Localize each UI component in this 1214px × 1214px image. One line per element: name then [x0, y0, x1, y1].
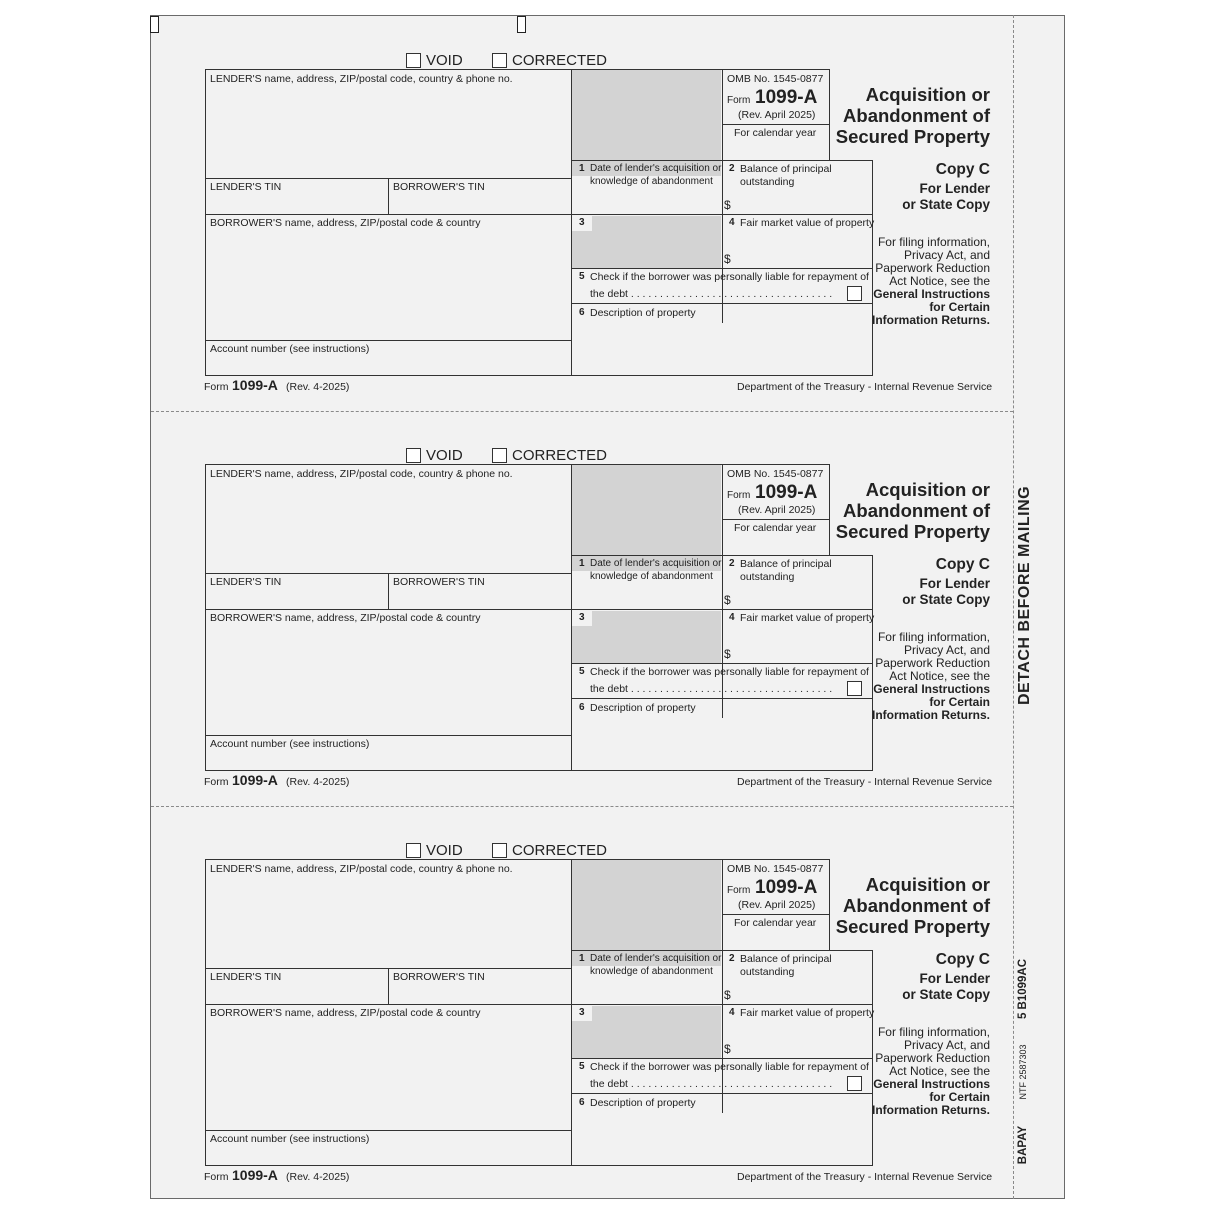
box1-top-rule [571, 950, 873, 951]
instructions-line-4: Act Notice, see the [889, 274, 990, 288]
footer-form-word: Form [204, 381, 229, 393]
box4-field[interactable] [734, 1021, 871, 1057]
form-title-line-2: Abandonment of [843, 105, 990, 126]
instructions-line-4: Act Notice, see the [889, 669, 990, 683]
form-code: 5 B1099AC [1017, 958, 1029, 1020]
void-label: VOID [426, 52, 463, 69]
box3-top-rule [571, 609, 873, 610]
box2-label: Balance of principal outstanding [740, 558, 832, 583]
calendar-year-field[interactable] [723, 535, 828, 555]
footer-form-number: 1099-A [232, 1167, 278, 1183]
footer-revision: (Rev. 4-2025) [286, 776, 350, 788]
shaded-box-3 [572, 216, 721, 269]
omb-left-rule [722, 69, 723, 323]
box5-top-rule [571, 1058, 873, 1059]
footer-revision: (Rev. 4-2025) [286, 381, 350, 393]
bottom-rule [205, 770, 873, 771]
calendar-year-label: For calendar year [734, 127, 817, 139]
lender-name-field[interactable] [206, 877, 570, 967]
box4-label: Fair market value of property [740, 217, 875, 229]
omb-left-rule [722, 859, 723, 1113]
box6-label: Description of property [590, 1097, 696, 1109]
lender-name-field[interactable] [206, 87, 570, 177]
box6-top-rule [571, 303, 873, 304]
box2-field[interactable] [734, 981, 871, 1003]
form-title-line-3: Secured Property [835, 521, 990, 542]
bapay-code: BAPAY [1017, 1125, 1029, 1165]
instructions-line-2: Privacy Act, and [903, 248, 990, 262]
box2-field[interactable] [734, 191, 871, 213]
form-number: 1099-A [755, 482, 818, 503]
form-word: Form [727, 490, 751, 501]
corrected-label: CORRECTED [512, 842, 608, 859]
rev-underline [722, 914, 829, 915]
void-label: VOID [426, 842, 463, 859]
box6-field[interactable] [572, 1110, 871, 1164]
lender-tin-label: LENDER'S TIN [210, 971, 282, 983]
box6-top-rule [571, 1093, 873, 1094]
void-label: VOID [426, 447, 463, 464]
lender-name-field[interactable] [206, 482, 570, 572]
box2-dollar-sign: $ [724, 198, 731, 212]
account-number-field[interactable] [206, 356, 570, 374]
instructions-line-6: for Certain [929, 1090, 990, 1104]
instructions-line-5: General Instructions [873, 682, 990, 696]
copy-recipient-line-2: or State Copy [902, 592, 990, 607]
instructions-line-4: Act Notice, see the [889, 1064, 990, 1078]
corrected-checkbox[interactable] [492, 843, 507, 858]
borrower-name-field[interactable] [206, 626, 570, 734]
form-word: Form [727, 95, 751, 106]
corrected-checkbox[interactable] [492, 53, 507, 68]
omb-right-rule [829, 464, 830, 556]
omb-right-rule [829, 69, 830, 161]
instructions-line-3: Paperwork Reduction [875, 1051, 990, 1065]
form-copy-2 [0, 410, 1214, 805]
borrower-tin-label: BORROWER'S TIN [393, 576, 485, 588]
omb-number: OMB No. 1545-0877 [727, 468, 824, 480]
void-checkbox[interactable] [406, 448, 421, 463]
box4-field[interactable] [734, 626, 871, 662]
box4-number: 4 [729, 612, 735, 623]
box5-top-rule [571, 268, 873, 269]
instructions-line-6: for Certain [929, 300, 990, 314]
instructions-line-5: General Instructions [873, 1077, 990, 1091]
box5-label-cont: the debt . . . . . . . . . . . . . . . . . . . . . . . . . . . . . . . . . . . [590, 683, 833, 695]
instructions-line-7: Information Returns. [871, 708, 990, 722]
void-checkbox[interactable] [406, 843, 421, 858]
borrower-name-field[interactable] [206, 1021, 570, 1129]
account-top-rule [205, 1130, 571, 1131]
instructions-line-1: For filing information, [877, 630, 990, 644]
box4-dollar-sign: $ [724, 252, 731, 266]
footer-form-number: 1099-A [232, 772, 278, 788]
box6-number: 6 [579, 702, 585, 713]
box1-label: Date of lender's acquisition or knowledge of abandonment [590, 163, 722, 187]
calendar-year-label: For calendar year [734, 917, 817, 929]
account-number-label: Account number (see instructions) [210, 343, 370, 355]
box6-label: Description of property [590, 702, 696, 714]
copy-recipient-line-2: or State Copy [902, 197, 990, 212]
form-title-line-3: Secured Property [835, 126, 990, 147]
box2-number: 2 [729, 163, 735, 174]
box3-top-rule [571, 1004, 873, 1005]
bottom-rule [205, 375, 873, 376]
account-top-rule [205, 735, 571, 736]
corrected-label: CORRECTED [512, 52, 608, 69]
form-title-line-2: Abandonment of [843, 895, 990, 916]
copy-recipient-line-1: For Lender [919, 576, 990, 591]
revision-date: (Rev. April 2025) [738, 899, 816, 911]
revision-date: (Rev. April 2025) [738, 504, 816, 516]
top-rule [205, 859, 830, 860]
box6-label: Description of property [590, 307, 696, 319]
lender-name-label: LENDER'S name, address, ZIP/postal code, country & phone no. [210, 73, 513, 85]
form-title-line-3: Secured Property [835, 916, 990, 937]
void-checkbox[interactable] [406, 53, 421, 68]
box2-number: 2 [729, 558, 735, 569]
borrower-name-label: BORROWER'S name, address, ZIP/postal code & country [210, 612, 481, 624]
box1-label: Date of lender's acquisition or knowledge of abandonment [590, 953, 722, 977]
lender-name-label: LENDER'S name, address, ZIP/postal code, country & phone no. [210, 863, 513, 875]
footer-revision: (Rev. 4-2025) [286, 1171, 350, 1183]
lender-tin-label: LENDER'S TIN [210, 181, 282, 193]
box6-number: 6 [579, 307, 585, 318]
box2-number: 2 [729, 953, 735, 964]
instructions-line-1: For filing information, [877, 1025, 990, 1039]
box2-dollar-sign: $ [724, 593, 731, 607]
omb-number: OMB No. 1545-0877 [727, 73, 824, 85]
form-title-line-1: Acquisition or [865, 874, 990, 895]
footer-form-number: 1099-A [232, 377, 278, 393]
lender-tin-field[interactable] [206, 588, 387, 608]
form-title-line-1: Acquisition or [865, 84, 990, 105]
box1-field[interactable] [572, 979, 721, 1003]
borrower-name-label: BORROWER'S name, address, ZIP/postal code & country [210, 217, 481, 229]
instructions-line-5: General Instructions [873, 287, 990, 301]
footer-department: Department of the Treasury - Internal Revenue Service [737, 776, 993, 788]
box2-field[interactable] [734, 586, 871, 608]
ntf-code: NTF 2587303 [1018, 1044, 1028, 1100]
instructions-line-3: Paperwork Reduction [875, 261, 990, 275]
box5-label: Check if the borrower was personally liable for repayment of [590, 271, 869, 283]
borrower-name-top-rule [205, 609, 571, 610]
box6-top-rule [571, 698, 873, 699]
box1-number: 1 [579, 163, 585, 174]
box5-label: Check if the borrower was personally liable for repayment of [590, 666, 869, 678]
borrower-tin-label: BORROWER'S TIN [393, 181, 485, 193]
instructions-line-7: Information Returns. [871, 1103, 990, 1117]
box2-dollar-sign: $ [724, 988, 731, 1002]
box5-number: 5 [579, 666, 585, 677]
form-number: 1099-A [755, 877, 818, 898]
footer-department: Department of the Treasury - Internal Revenue Service [737, 1171, 993, 1183]
box6-field[interactable] [572, 320, 871, 374]
shaded-box-3 [572, 1006, 721, 1059]
corrected-checkbox[interactable] [492, 448, 507, 463]
box1-field[interactable] [572, 189, 721, 213]
box5-label: Check if the borrower was personally liable for repayment of [590, 1061, 869, 1073]
box5-top-rule [571, 663, 873, 664]
box1-top-rule [571, 555, 873, 556]
form-number: 1099-A [755, 87, 818, 108]
box3-top-rule [571, 214, 873, 215]
footer-department: Department of the Treasury - Internal Revenue Service [737, 381, 993, 393]
box4-field[interactable] [734, 231, 871, 267]
borrower-name-top-rule [205, 1004, 571, 1005]
calendar-year-label: For calendar year [734, 522, 817, 534]
box4-number: 4 [729, 217, 735, 228]
calendar-year-field[interactable] [723, 930, 828, 950]
rev-underline [722, 519, 829, 520]
box3-number: 3 [579, 612, 585, 623]
box5-label-cont: the debt . . . . . . . . . . . . . . . . . . . . . . . . . . . . . . . . . . . [590, 288, 833, 300]
top-rule [205, 69, 830, 70]
bottom-rule [205, 1165, 873, 1166]
rev-underline [722, 124, 829, 125]
box5-number: 5 [579, 1061, 585, 1072]
borrower-tin-field[interactable] [389, 193, 570, 213]
borrower-name-label: BORROWER'S name, address, ZIP/postal code & country [210, 1007, 481, 1019]
box4-number: 4 [729, 1007, 735, 1018]
form-title-line-2: Abandonment of [843, 500, 990, 521]
box4-label: Fair market value of property [740, 612, 875, 624]
omb-right-rule [829, 859, 830, 951]
borrower-name-field[interactable] [206, 231, 570, 339]
corrected-label: CORRECTED [512, 447, 608, 464]
copy-recipient-line-2: or State Copy [902, 987, 990, 1002]
box2-label: Balance of principal outstanding [740, 163, 832, 188]
box2-label: Balance of principal outstanding [740, 953, 832, 978]
box4-label: Fair market value of property [740, 1007, 875, 1019]
footer-form-word: Form [204, 776, 229, 788]
box1-number: 1 [579, 953, 585, 964]
form-title-line-1: Acquisition or [865, 479, 990, 500]
instructions-line-1: For filing information, [877, 235, 990, 249]
copy-recipient-line-1: For Lender [919, 181, 990, 196]
box3-number: 3 [579, 217, 585, 228]
instructions-line-2: Privacy Act, and [903, 643, 990, 657]
lender-tin-label: LENDER'S TIN [210, 576, 282, 588]
form-word: Form [727, 885, 751, 896]
instructions-line-7: Information Returns. [871, 313, 990, 327]
account-number-label: Account number (see instructions) [210, 738, 370, 750]
footer-form-word: Form [204, 1171, 229, 1183]
copy-title: Copy C [935, 951, 990, 968]
borrower-tin-label: BORROWER'S TIN [393, 971, 485, 983]
borrower-name-top-rule [205, 214, 571, 215]
account-top-rule [205, 340, 571, 341]
lender-name-label: LENDER'S name, address, ZIP/postal code, country & phone no. [210, 468, 513, 480]
omb-number: OMB No. 1545-0877 [727, 863, 824, 875]
instructions-line-2: Privacy Act, and [903, 1038, 990, 1052]
account-number-field[interactable] [206, 751, 570, 769]
form-copy-3 [0, 805, 1214, 1200]
box5-label-cont: the debt . . . . . . . . . . . . . . . . . . . . . . . . . . . . . . . . . . . [590, 1078, 833, 1090]
box1-field[interactable] [572, 584, 721, 608]
revision-date: (Rev. April 2025) [738, 109, 816, 121]
lender-tin-field[interactable] [206, 193, 387, 213]
omb-left-rule [722, 464, 723, 718]
account-number-field[interactable] [206, 1146, 570, 1164]
copy-title: Copy C [935, 556, 990, 573]
account-number-label: Account number (see instructions) [210, 1133, 370, 1145]
borrower-tin-field[interactable] [389, 588, 570, 608]
box5-number: 5 [579, 271, 585, 282]
box4-dollar-sign: $ [724, 1042, 731, 1056]
form-copy-1 [0, 15, 1214, 410]
box1-label: Date of lender's acquisition or knowledge of abandonment [590, 558, 722, 582]
box4-dollar-sign: $ [724, 647, 731, 661]
detach-before-mailing: DETACH BEFORE MAILING [1016, 485, 1033, 705]
copy-title: Copy C [935, 161, 990, 178]
copy-recipient-line-1: For Lender [919, 971, 990, 986]
top-rule [205, 464, 830, 465]
lender-tin-field[interactable] [206, 983, 387, 1003]
instructions-line-6: for Certain [929, 695, 990, 709]
borrower-tin-field[interactable] [389, 983, 570, 1003]
box1-number: 1 [579, 558, 585, 569]
box1-top-rule [571, 160, 873, 161]
calendar-year-field[interactable] [723, 140, 828, 160]
shaded-box-3 [572, 611, 721, 664]
instructions-line-3: Paperwork Reduction [875, 656, 990, 670]
box6-field[interactable] [572, 715, 871, 769]
box3-number: 3 [579, 1007, 585, 1018]
box6-number: 6 [579, 1097, 585, 1108]
